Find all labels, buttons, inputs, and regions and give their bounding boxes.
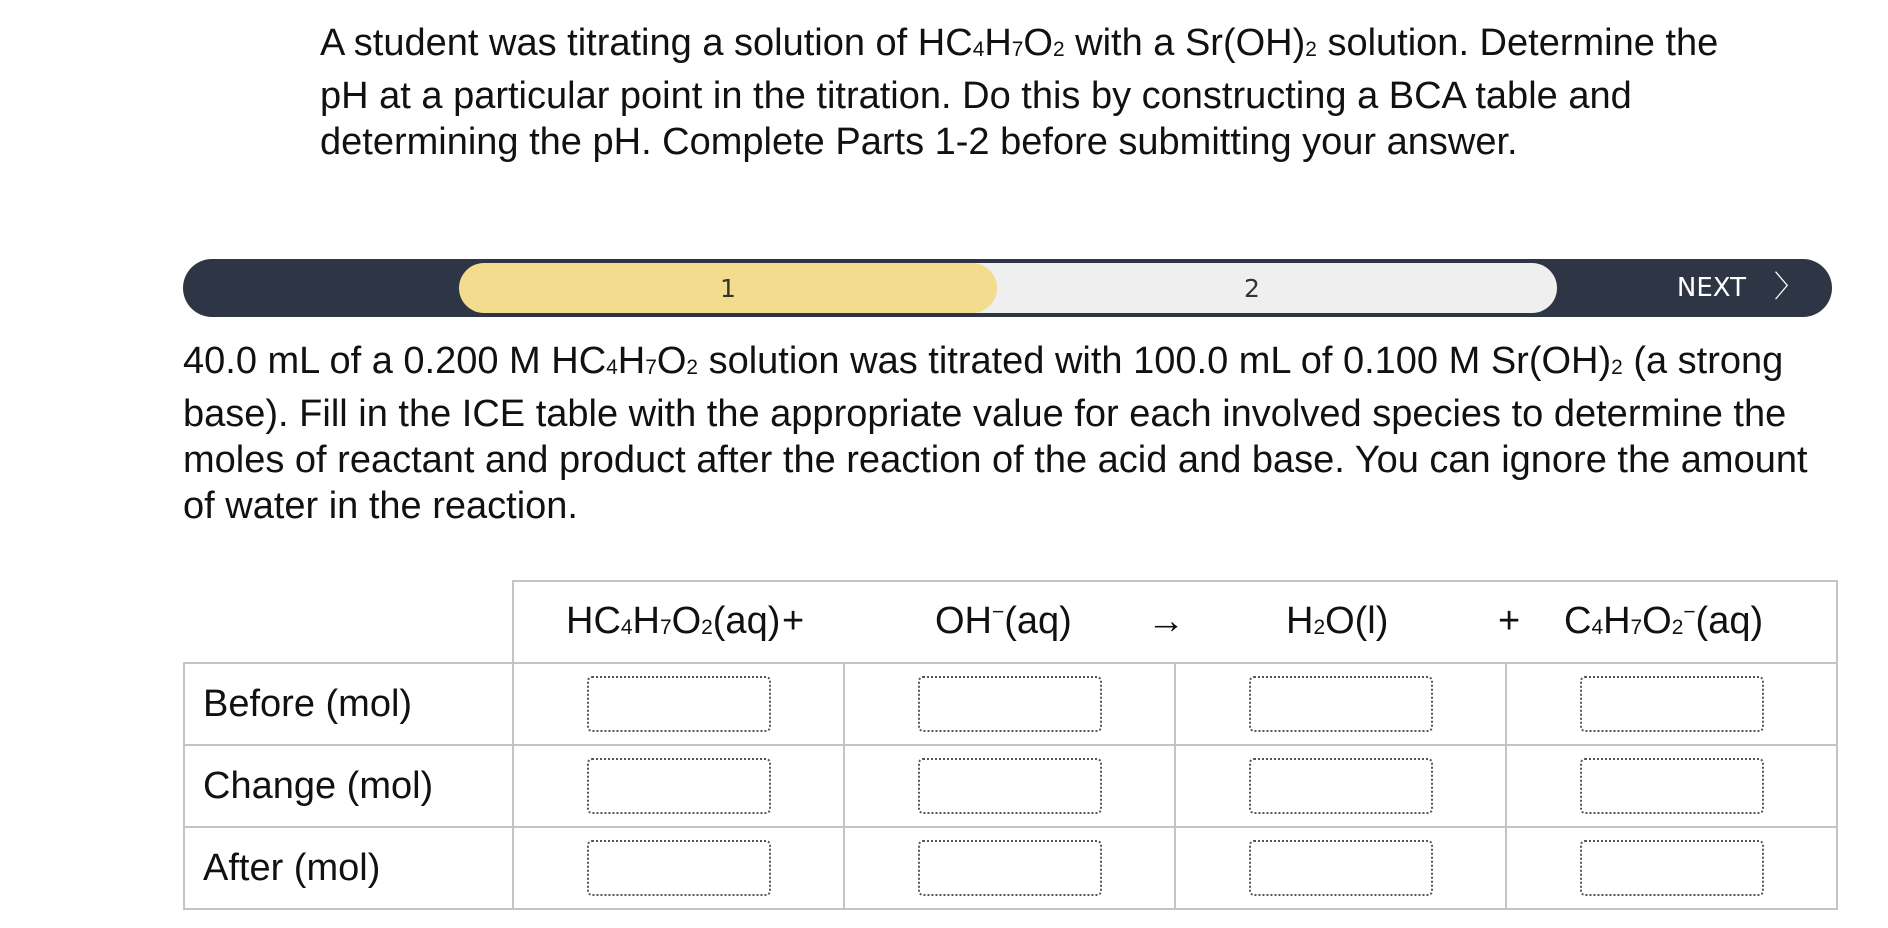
plus-sign-2: +	[1498, 600, 1521, 642]
change-water-input[interactable]	[1249, 758, 1433, 814]
before-row	[184, 663, 1837, 745]
after-label: After (mol)	[184, 827, 513, 909]
step-navigation-bar	[183, 259, 1832, 317]
change-conjugate-base-input[interactable]	[1580, 758, 1764, 814]
after-hydroxide-input[interactable]	[918, 840, 1102, 896]
problem-intro: A student was titrating a solution of $HC_4H_7O_2$ with a $Sr(OH)_2$ solution. Determine the pH at a particular point in the titration. Do this by constructing a BCA table and determining the pH. Complete Parts 1-2 before submitting your answer.	[320, 22, 1719, 164]
reaction-arrow: →	[1147, 600, 1185, 642]
next-button[interactable]	[1574, 263, 1804, 313]
before-water-input[interactable]	[1249, 676, 1433, 732]
water-species: $H_2O(l)$	[1286, 600, 1389, 642]
before-label: Before (mol)	[184, 663, 513, 745]
before-hydroxide-input[interactable]	[918, 676, 1102, 732]
before-acid-input[interactable]	[587, 676, 771, 732]
bca-table	[183, 580, 1838, 910]
step-1-tab[interactable]	[459, 263, 997, 313]
after-row	[184, 827, 1837, 909]
reaction-equation	[513, 581, 1837, 663]
next-label: NEXT	[1676, 273, 1746, 303]
conjugate-base-species: $C_4H_7O_2^-(aq)$	[1564, 600, 1764, 642]
after-water-input[interactable]	[1249, 840, 1433, 896]
change-row	[184, 745, 1837, 827]
hydroxide-species: OH−(aq)	[935, 600, 1072, 642]
step-2-tab[interactable]	[947, 263, 1557, 313]
question-text: 40.0 mL of a 0.200 M $HC_4H_7O_2$ solution was titrated with 100.0 mL of 0.100 M $Sr(OH)_2$ (a strong base). Fill in the ICE table with the appropriate value for each involved species to determine the moles of reactant and product after the reaction of the acid and base. You can ignore the amount of water in the reaction.	[183, 340, 1808, 528]
change-hydroxide-input[interactable]	[918, 758, 1102, 814]
change-acid-input[interactable]	[587, 758, 771, 814]
equation-row	[184, 581, 1837, 663]
plus-sign-1: +	[782, 600, 805, 642]
table-corner	[184, 581, 513, 663]
change-label: Change (mol)	[184, 745, 513, 827]
before-conjugate-base-input[interactable]	[1580, 676, 1764, 732]
after-conjugate-base-input[interactable]	[1580, 840, 1764, 896]
acid-species: $HC_4H_7O_2(aq)$	[566, 600, 781, 642]
step-2-label: 2	[1244, 273, 1260, 303]
step-1-label: 1	[720, 273, 736, 303]
after-acid-input[interactable]	[587, 840, 771, 896]
chevron-right-icon: 〉	[1774, 270, 1804, 305]
